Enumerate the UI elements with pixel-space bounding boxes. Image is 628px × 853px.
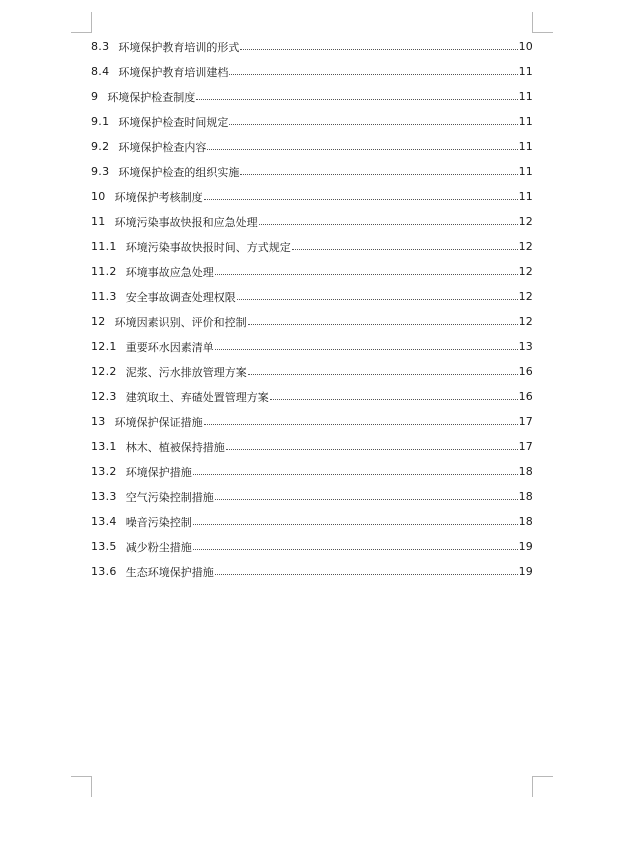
toc-entry-number: 10 <box>91 190 106 203</box>
toc-entry-number: 12.2 <box>91 365 117 378</box>
toc-entry-page-number: 10 <box>518 40 533 53</box>
toc-entry[interactable] <box>91 559 533 584</box>
toc-entry-number: 13.5 <box>91 540 117 553</box>
toc-entry-page-number: 18 <box>518 515 533 528</box>
toc-entry-page-number: 16 <box>518 390 533 403</box>
toc-entry-title: 环境保护检查制度 <box>107 90 196 104</box>
toc-entry-number: 12.1 <box>91 340 117 353</box>
toc-dot-leader <box>237 299 518 300</box>
toc-entry-page-number: 18 <box>518 490 533 503</box>
toc-entry[interactable] <box>91 134 533 159</box>
toc-entry-page-number: 11 <box>518 140 533 153</box>
toc-entry-title: 建筑取土、弃碴处置管理方案 <box>125 390 269 404</box>
toc-entry-page-number: 11 <box>518 65 533 78</box>
toc-entry-page-number: 12 <box>518 290 533 303</box>
toc-entry-title: 生态环境保护措施 <box>125 565 214 579</box>
toc-entry-number: 13.3 <box>91 490 117 503</box>
toc-entry-page-number: 11 <box>518 90 533 103</box>
toc-entry[interactable] <box>91 34 533 59</box>
toc-entry-title: 噪音污染控制 <box>125 515 192 529</box>
toc-dot-leader <box>207 149 517 150</box>
toc-entry-page-number: 17 <box>518 440 533 453</box>
toc-entry-number: 13.1 <box>91 440 117 453</box>
toc-entry-number: 13.6 <box>91 565 117 578</box>
toc-entry-title: 泥浆、污水排放管理方案 <box>125 365 247 379</box>
toc-entry-title: 林木、植被保持措施 <box>125 440 225 454</box>
toc-entry-number: 13.4 <box>91 515 117 528</box>
toc-entry[interactable] <box>91 59 533 84</box>
toc-dot-leader <box>229 74 517 75</box>
toc-entry[interactable] <box>91 159 533 184</box>
toc-dot-leader <box>215 349 518 350</box>
toc-entry-number: 9.1 <box>91 115 110 128</box>
toc-entry[interactable] <box>91 459 533 484</box>
toc-entry-number: 13.2 <box>91 465 117 478</box>
toc-entry-number: 9.2 <box>91 140 110 153</box>
toc-entry-page-number: 17 <box>518 415 533 428</box>
toc-entry-title: 环境保护教育培训建档 <box>118 65 229 79</box>
toc-entry[interactable] <box>91 259 533 284</box>
toc-entry[interactable] <box>91 534 533 559</box>
toc-dot-leader <box>204 199 518 200</box>
toc-entry-title: 环境保护检查时间规定 <box>118 115 229 129</box>
toc-entry-number: 11.1 <box>91 240 117 253</box>
toc-entry-page-number: 12 <box>518 315 533 328</box>
toc-dot-leader <box>259 224 518 225</box>
toc-entry-page-number: 12 <box>518 240 533 253</box>
toc-dot-leader <box>204 424 518 425</box>
toc-dot-leader <box>240 174 517 175</box>
toc-entry-number: 8.4 <box>91 65 110 78</box>
toc-dot-leader <box>229 124 517 125</box>
toc-entry-title: 环境保护考核制度 <box>114 190 203 204</box>
toc-entry-title: 环境保护教育培训的形式 <box>118 40 240 54</box>
toc-entry-title: 环境因素识别、评价和控制 <box>114 315 247 329</box>
toc-entry-number: 8.3 <box>91 40 110 53</box>
page-corner-mark-top-right <box>532 12 553 33</box>
page-corner-mark-bottom-left <box>71 776 92 797</box>
toc-entry-page-number: 19 <box>518 565 533 578</box>
toc-entry[interactable] <box>91 409 533 434</box>
toc-dot-leader <box>193 474 518 475</box>
toc-entry-title: 环境保护检查内容 <box>118 140 207 154</box>
toc-entry-page-number: 18 <box>518 465 533 478</box>
toc-entry-page-number: 11 <box>518 115 533 128</box>
toc-dot-leader <box>270 399 518 400</box>
toc-dot-leader <box>215 499 518 500</box>
toc-entry[interactable] <box>91 509 533 534</box>
toc-dot-leader <box>215 574 518 575</box>
toc-entry-number: 11 <box>91 215 106 228</box>
toc-entry[interactable] <box>91 309 533 334</box>
toc-entry-title: 空气污染控制措施 <box>125 490 214 504</box>
toc-entry-number: 11.3 <box>91 290 117 303</box>
toc-entry-title: 环境保护检查的组织实施 <box>118 165 240 179</box>
toc-entry-number: 9 <box>91 90 99 103</box>
toc-dot-leader <box>193 549 518 550</box>
toc-entry-title: 环境污染事故快报和应急处理 <box>114 215 258 229</box>
toc-entry-page-number: 12 <box>518 265 533 278</box>
toc-entry-title: 环境污染事故快报时间、方式规定 <box>125 240 291 254</box>
toc-entry-page-number: 11 <box>518 165 533 178</box>
toc-entry-page-number: 12 <box>518 215 533 228</box>
toc-entry-number: 12 <box>91 315 106 328</box>
toc-entry-number: 9.3 <box>91 165 110 178</box>
toc-dot-leader <box>193 524 518 525</box>
toc-entry-title: 环境保护保证措施 <box>114 415 203 429</box>
toc-entry-number: 13 <box>91 415 106 428</box>
toc-entry-title: 环境保护措施 <box>125 465 192 479</box>
toc-entry[interactable] <box>91 284 533 309</box>
toc-dot-leader <box>196 99 517 100</box>
toc-entry-page-number: 19 <box>518 540 533 553</box>
toc-entry[interactable] <box>91 84 533 109</box>
toc-entry-page-number: 13 <box>518 340 533 353</box>
toc-dot-leader <box>248 324 518 325</box>
toc-entry[interactable] <box>91 184 533 209</box>
toc-entry-page-number: 11 <box>518 190 533 203</box>
toc-entry-number: 11.2 <box>91 265 117 278</box>
toc-entry[interactable] <box>91 384 533 409</box>
toc-entry-title: 重要环水因素清单 <box>125 340 214 354</box>
toc-entry[interactable] <box>91 334 533 359</box>
toc-dot-leader <box>226 449 518 450</box>
toc-entry[interactable] <box>91 234 533 259</box>
toc-entry[interactable] <box>91 359 533 384</box>
table-of-contents <box>91 34 533 584</box>
page-corner-mark-bottom-right <box>532 776 553 797</box>
page-corner-mark-top-left <box>71 12 92 33</box>
toc-dot-leader <box>248 374 518 375</box>
toc-entry-page-number: 16 <box>518 365 533 378</box>
toc-entry[interactable] <box>91 209 533 234</box>
toc-dot-leader <box>292 249 518 250</box>
toc-entry-number: 12.3 <box>91 390 117 403</box>
toc-entry[interactable] <box>91 434 533 459</box>
toc-entry[interactable] <box>91 109 533 134</box>
toc-entry-title: 减少粉尘措施 <box>125 540 192 554</box>
toc-entry[interactable] <box>91 484 533 509</box>
toc-entry-title: 安全事故调查处理权限 <box>125 290 236 304</box>
toc-entry-title: 环境事故应急处理 <box>125 265 214 279</box>
toc-dot-leader <box>215 274 518 275</box>
toc-dot-leader <box>240 49 517 50</box>
